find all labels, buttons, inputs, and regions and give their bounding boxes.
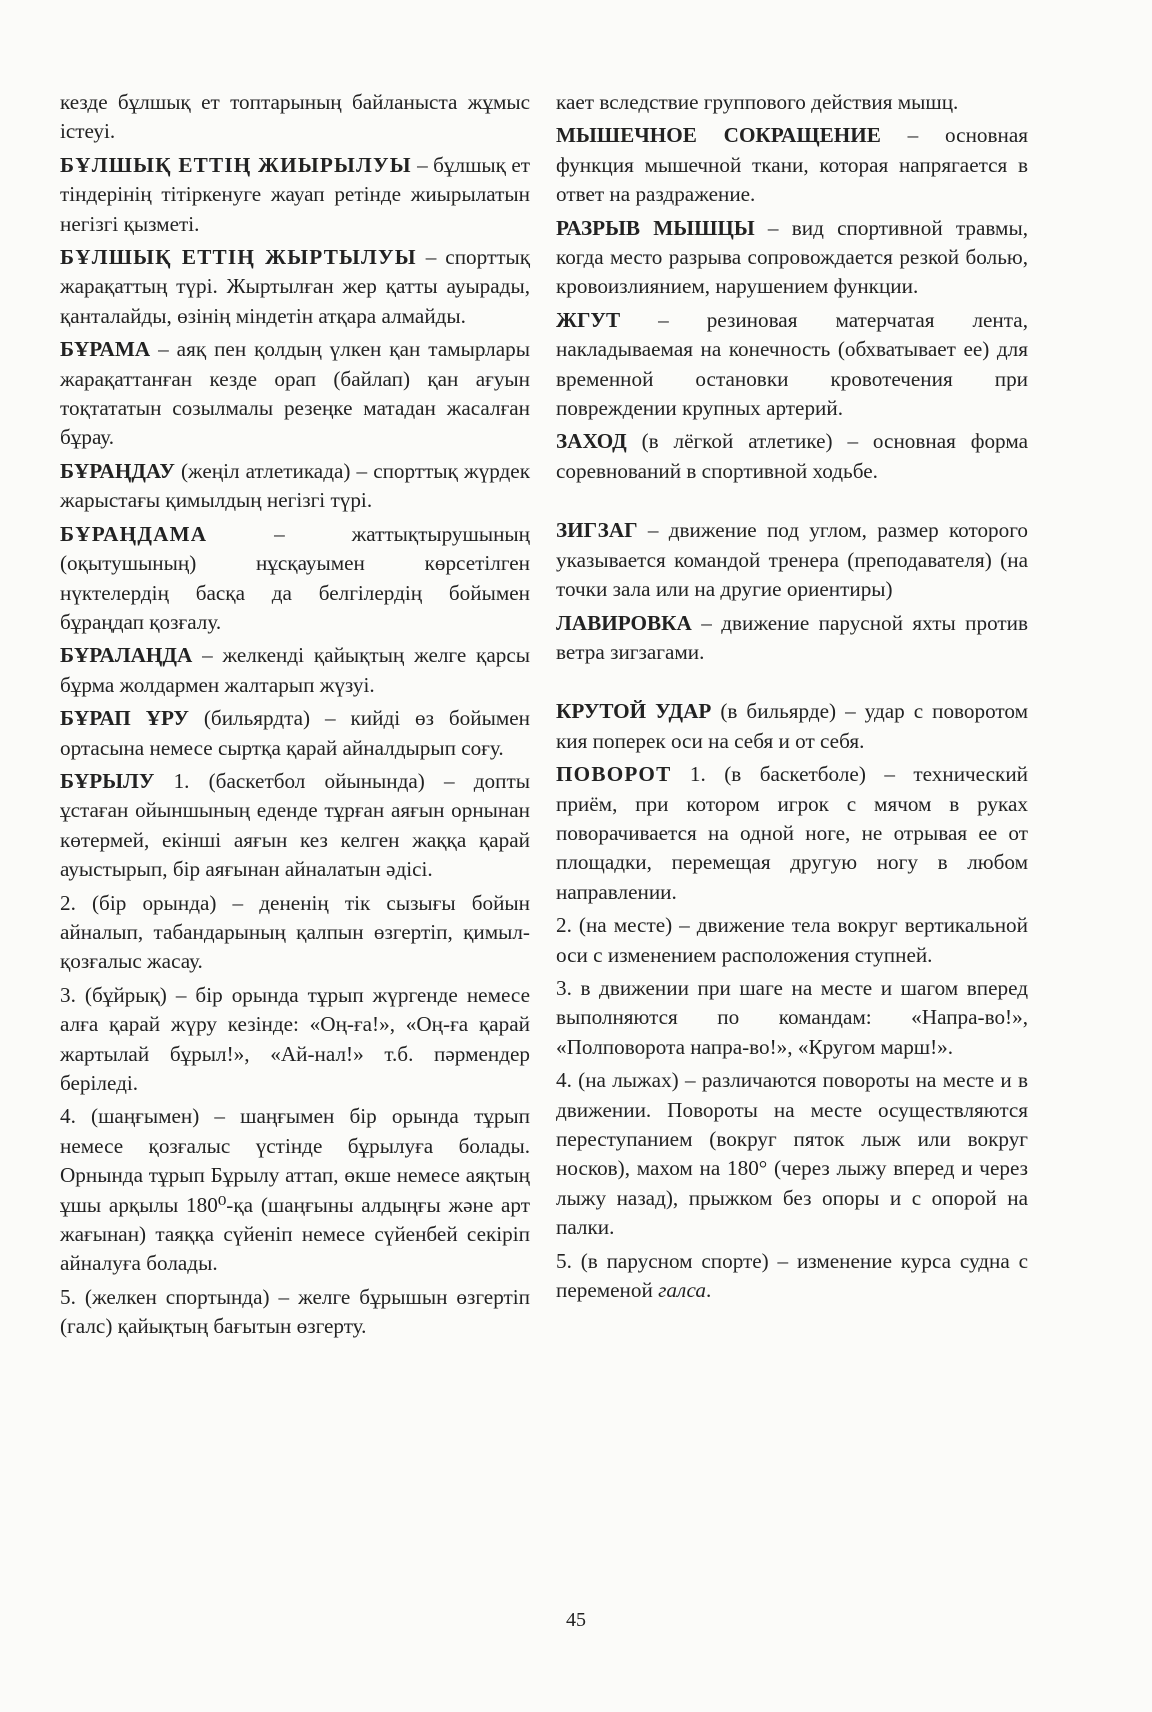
right-column <box>556 88 1028 1309</box>
dictionary-entry <box>60 88 530 147</box>
entry-definition: (в лёгкой атлетике) – основная форма соревнований в спортивной ходьбе. <box>556 429 1028 483</box>
entry-definition: – движение парусной яхты против ветра зигзагами. <box>556 610 1028 664</box>
entry-term: ЛАВИРОВКА <box>556 610 692 635</box>
entry-term: БҰРАҢДАМА <box>60 521 208 546</box>
entry-text: 3. в движении при шаге на месте и шагом вперед выполняются по командам: «Напра-во!», «Полповорота напра-во!», «Кругом марш!». <box>556 975 1028 1059</box>
entry-definition: 1. (баскетбол ойынында) – допты ұстаған ойыншының еденде тұрған аяғын орнынан көтермей, екінші аяғын кез келген жаққа қарай ауыстырып, бір аяғынан айналатын әдісі. <box>60 768 530 882</box>
entry-term: БҰРАҢДАУ <box>60 458 175 483</box>
entry-term: БҰРАЛАҢДА <box>60 643 193 668</box>
entry-text: 4. (шаңғымен) – шаңғымен бір орында тұрып немесе қозғалыс үстінде бұрылуға болады. Орнында тұрып Бұрылу аттап, өкше немесе аяқтың ұшы арқылы 180⁰-қа (шаңғыны алдыңғы және арт жағынан) таяққа сүйеніп немесе сүйенбей секіріп айналуға болады. <box>60 1104 530 1276</box>
entry-text: 4. (на лыжах) – различаются повороты на месте и в движении. Повороты на месте осуществляются переступанием (вокруг пяток лыж или вокруг носков), махом на 180° (через лыжу вперед и через лыжу назад), прыжком без опоры и с опорой на палки. <box>556 1068 1028 1240</box>
entry-term: РАЗРЫВ МЫШЦЫ <box>556 215 755 240</box>
dictionary-entry <box>556 609 1028 668</box>
dictionary-entry <box>60 243 530 331</box>
dictionary-entry <box>60 1283 530 1342</box>
dictionary-entry <box>556 974 1028 1062</box>
entry-italic-term: галса <box>658 1278 706 1303</box>
entry-term: МЫШЕЧНОЕ СОКРАЩЕНИЕ <box>556 123 881 148</box>
dictionary-entry <box>60 1102 530 1278</box>
dictionary-entry <box>556 88 1028 117</box>
entry-term: ПОВОРОТ <box>556 762 672 787</box>
dictionary-entry <box>556 760 1028 907</box>
entry-term: БҰРЫЛУ <box>60 768 155 793</box>
dictionary-entry <box>60 981 530 1099</box>
dictionary-entry <box>60 641 530 700</box>
dictionary-entry <box>556 427 1028 486</box>
dictionary-entry <box>556 1066 1028 1242</box>
entry-tail: . <box>705 1278 712 1303</box>
entry-text: 5. (в парусном спорте) – изменение курса судна с переменой <box>556 1248 1028 1303</box>
entry-term: БҰРАМА <box>60 337 151 362</box>
entry-term: КРУТОЙ УДАР <box>556 699 712 724</box>
dictionary-entry <box>60 457 530 516</box>
entry-definition: – основная функция мышечной ткани, которая напрягается в ответ на раздражение. <box>556 123 1028 207</box>
entry-definition: – спорттық жарақаттың түрі. Жыртылған жер қатты ауырады, қанталайды, өзінің міндетін атқара алмайды. <box>60 245 530 328</box>
entry-term: БҰРАП ҰРУ <box>60 706 189 731</box>
entry-term: ЗИГЗАГ <box>556 518 638 543</box>
entry-text: кает вследствие группового действия мышц. <box>556 90 959 114</box>
section-gap <box>556 490 1028 516</box>
entry-text: 2. (на месте) – движение тела вокруг вертикальной оси с изменением расположения ступней. <box>556 913 1028 967</box>
entry-term: ЖГУТ <box>556 307 621 332</box>
dictionary-entry <box>556 1247 1028 1306</box>
entry-definition: – аяқ пен қолдың үлкен қан тамырлары жарақаттанған кезде орап (байлап) қан ағуын тоқтататын созылмалы резеңке матадан жасалған бұрау. <box>60 337 530 450</box>
entry-definition: – вид спортивной травмы, когда место разрыва сопровождается резкой болью, кровоизлиянием, нарушением функции. <box>556 215 1028 299</box>
dictionary-entry <box>60 889 530 977</box>
dictionary-entry <box>556 214 1028 302</box>
entry-definition: – резиновая матерчатая лента, накладываемая на конечность (обхватывает ее) для временной остановки кровотечения при повреждении крупных артерий. <box>556 307 1028 421</box>
entry-term: БҰЛШЫҚ ЕТТІҢ ЖЫРТЫЛУЫ <box>60 245 417 270</box>
entry-definition: (жеңіл атлетикада) – спорттық жүрдек жарыстағы қимылдың негізгі түрі. <box>60 458 530 513</box>
dictionary-entry <box>556 121 1028 209</box>
dictionary-entry <box>556 306 1028 424</box>
entry-term: ЗАХОД <box>556 429 627 454</box>
entry-text: 3. (бұйрық) – бір орында тұрып жүргенде немесе алға қарай жүру кезінде: «Оң-ға!», «Оң-ға қарай жартылай бұрыл!», «Ай-нал!» т.б. пәрмендер беріледі. <box>60 982 530 1095</box>
entry-definition: – движение под углом, размер которого указывается командой тренера (преподавателя) (на точки зала или на другие ориентиры) <box>556 518 1028 602</box>
dictionary-entry <box>60 767 530 885</box>
dictionary-entry <box>556 697 1028 756</box>
entry-text: 5. (желкен спортында) – желге бұрышын өзгертіп (галс) қайықтың бағытын өзгерту. <box>60 1284 530 1339</box>
dictionary-entry <box>60 704 530 763</box>
left-column <box>60 88 530 1346</box>
dictionary-entry <box>556 516 1028 604</box>
page-number: 45 <box>566 1609 586 1631</box>
dictionary-entry <box>556 911 1028 970</box>
dictionary-entry <box>60 151 530 239</box>
section-gap <box>556 671 1028 697</box>
entry-text: кезде бұлшық ет топтарының байланыста жұмыс істеуі. <box>60 90 530 144</box>
entry-definition: 1. (в баскетболе) – технический приём, при котором игрок с мячом в руках поворачивается на одной ноге, не отрывая ее от площадки, перемещая другую ногу в любом направлении. <box>556 762 1028 904</box>
dictionary-entry <box>60 520 530 638</box>
entry-definition: – бұлшық ет тіндерінің тітіркенуге жауап ретінде жиырылатын негізгі қызметі. <box>60 152 530 236</box>
entry-term: БҰЛШЫҚ ЕТТІҢ ЖИЫРЫЛУЫ <box>60 152 412 177</box>
entry-definition: – жаттықтырушының (оқытушының) нұсқауымен көрсетілген нүктелердің басқа да белгілердің бойымен бұраңдап қозғалу. <box>60 521 530 634</box>
dictionary-entry <box>60 335 530 453</box>
entry-text: 2. (бір орында) – дененің тік сызығы бойын айналып, табандарының қалпын өзгертіп, қимыл-қозғалыс жасау. <box>60 890 530 974</box>
entry-definition: – желкенді қайықтың желге қарсы бұрма жолдармен жалтарып жүзуі. <box>60 643 530 697</box>
entry-definition: (в бильярде) – удар с поворотом кия поперек оси на себя и от себя. <box>556 699 1028 753</box>
entry-definition: (бильярдта) – кийді өз бойымен ортасына немесе сыртқа қарай айналдырып соғу. <box>60 706 530 760</box>
